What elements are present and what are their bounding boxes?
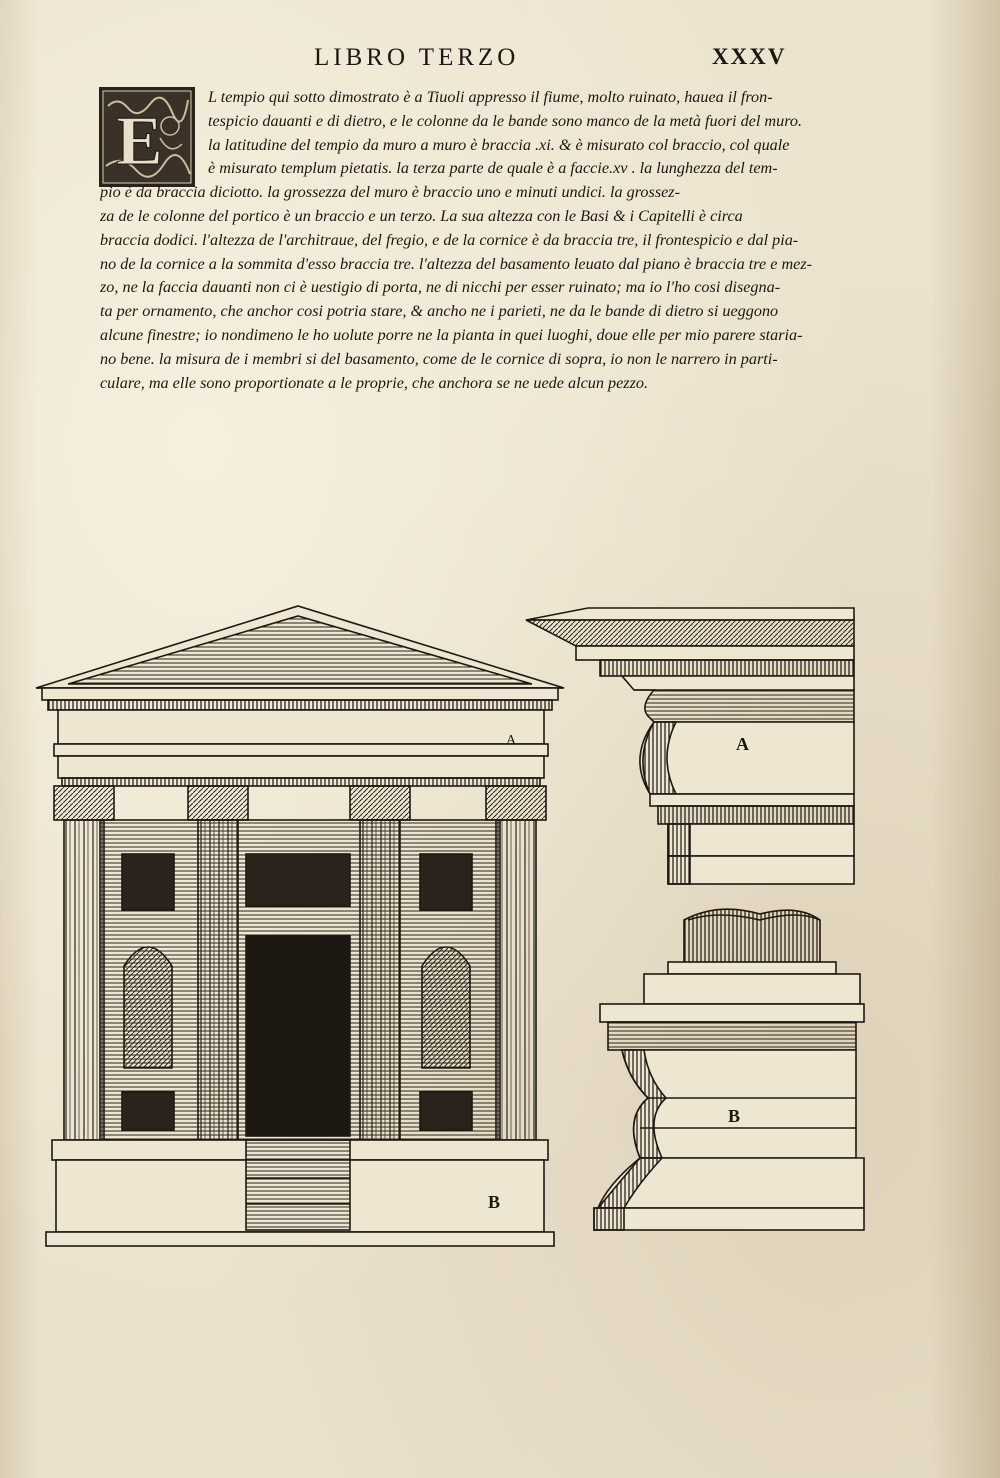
- label-temple-base: B: [488, 1192, 501, 1212]
- text-line: no bene. la misura de i membri si del basamento, come de le cornice di sopra, io non le narrero in parti-: [100, 349, 778, 368]
- page-header: [0, 40, 1000, 80]
- text-line: la latitudine del tempio da muro a muro è braccia .xi. & è misurato col braccio, col quale: [208, 135, 790, 154]
- temple-illustration: [28, 598, 978, 1278]
- capitals: [54, 786, 546, 820]
- text-line: pio è da braccia diciotto. la grossezza del muro è braccio uno e minuti undici. la grossez-: [100, 183, 680, 202]
- base-detail: [594, 909, 864, 1230]
- text-line: ta per ornamento, che anchor cosi potria stare, & ancho ne i parieti, ne da le bande di dietro si ueggono: [100, 302, 779, 321]
- text-line: è misurato templum pietatis. la terza parte de quale è a faccie.xv . la lunghezza del tem-: [208, 159, 778, 178]
- text-line: L tempio qui sotto dimostrato è a Tiuoli appresso il fiume, molto ruinato, haueа il fron-: [208, 88, 773, 106]
- running-head: LIBRO TERZO: [314, 44, 520, 71]
- text-line: zo, ne la faccia dauanti non ci è uestigio di porta, ne di nicchi per esser ruinato; ma io l'ho cosi disegna-: [100, 278, 781, 297]
- text-line: culare, ma elle sono proportionate a le proprie, che anchora se ne uede alcun pezzo.: [100, 373, 649, 392]
- folio-number: XXXV: [712, 44, 787, 69]
- initial-letter-text: E: [116, 103, 163, 180]
- text-line: alcune finestre; io nondimeno le ho uolute porre ne la pianta in quei luoghi, doue elle per mio parere staria-: [100, 325, 803, 344]
- label-temple-cornice: A: [506, 733, 517, 748]
- temple-woodcut: [28, 598, 978, 1278]
- text-line: tespicio dauanti e di dietro, e le colonne da le bande sono manco de la metà fuori del muro.: [208, 111, 803, 130]
- label-base-detail: B: [728, 1106, 741, 1126]
- temple-elevation: [36, 606, 564, 1246]
- text-line: za de le colonne del portico è un braccio e un terzo. La sua altezza con le Basi & i Capitelli è circa: [100, 206, 743, 225]
- text-line: no de la cornice a la sommita d'esso braccia tre. l'altezza del basamento leuato dal piano è braccia tre e mez-: [100, 254, 813, 273]
- text-line: braccia dodici. l'altezza de l'architraue, del fregio, e de la cornice è da braccia tre, il frontespicio e dal pia-: [100, 230, 799, 249]
- cornice-detail: [526, 608, 854, 884]
- body-paragraph: [100, 86, 930, 395]
- label-cornice-detail: A: [736, 734, 749, 754]
